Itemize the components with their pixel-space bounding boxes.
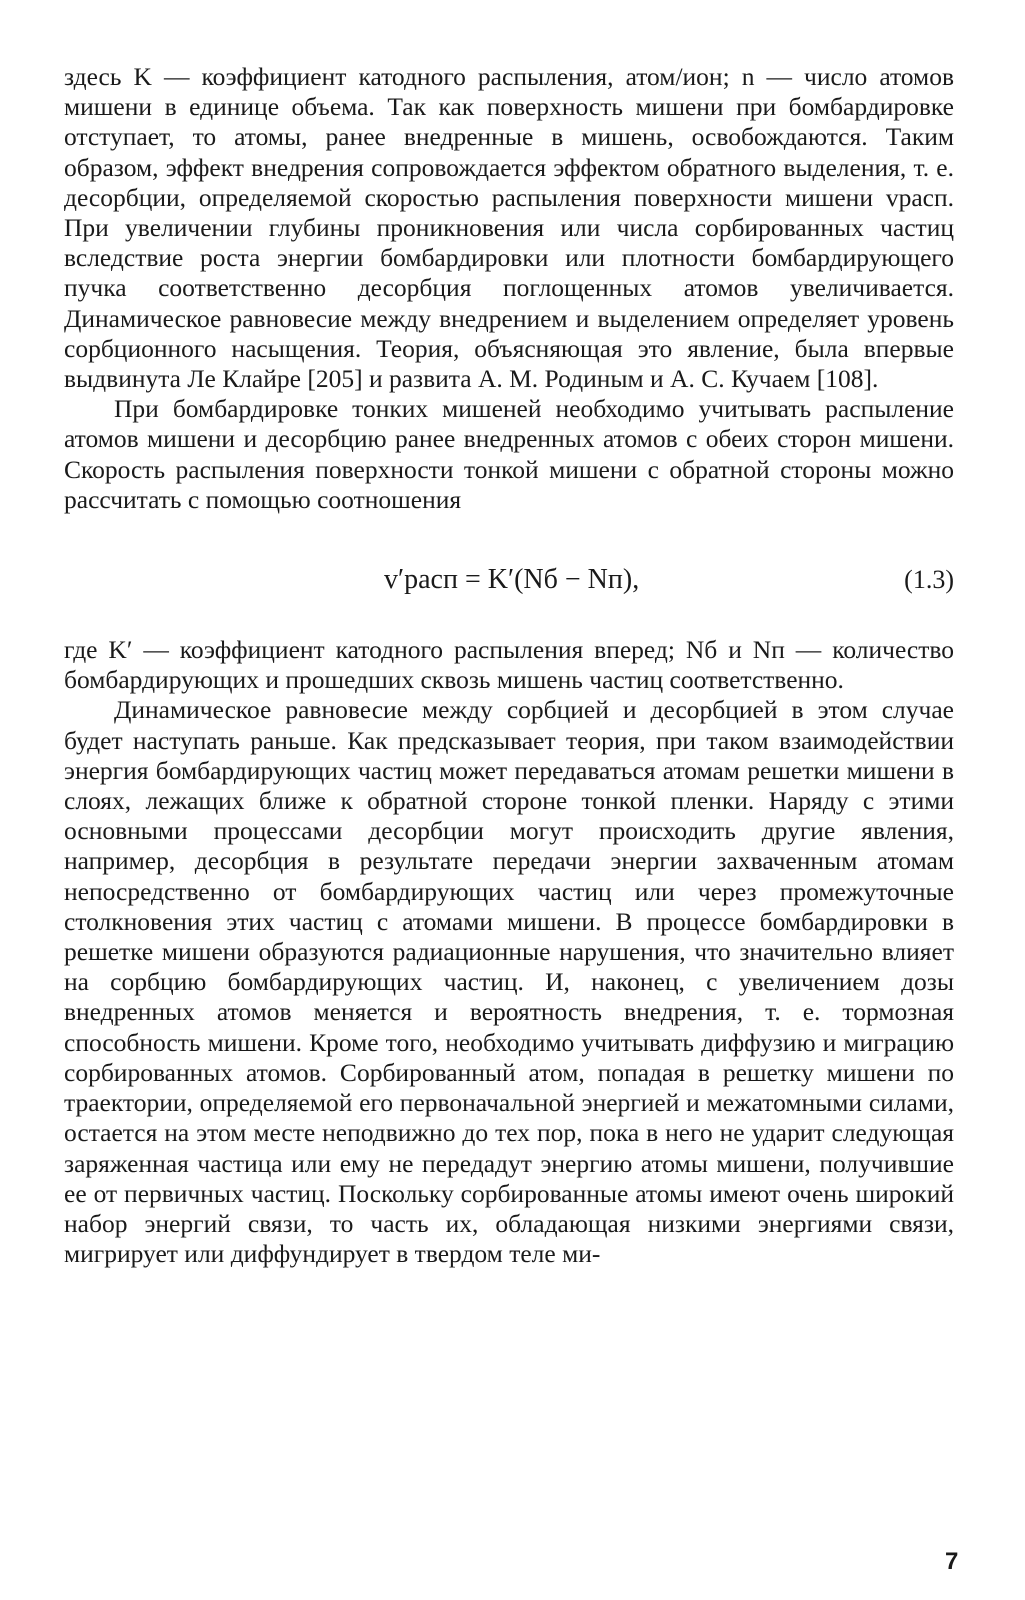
equation-number: (1.3) bbox=[904, 565, 954, 595]
paragraph-3: где K′ — коэффициент катодного распыления вперед; Nб и Nп — количество бомбардирующих и прошедших сквозь мишень частиц соответственно. bbox=[64, 635, 954, 695]
paragraph-2: При бомбардировке тонких мишеней необходимо учитывать распыление атомов мишени и десорбцию ранее внедренных атомов с обеих сторон мишени. Скорость распыления поверхности тонкой мишени с обратной стороны можно рассчитать с помощью соотношения bbox=[64, 394, 954, 514]
formula-row bbox=[64, 515, 954, 635]
page-number: 7 bbox=[945, 1548, 959, 1575]
page-body bbox=[64, 62, 954, 1269]
formula-1-3: v′расп = K′(Nб − Nп), bbox=[384, 564, 640, 596]
paragraph-1: здесь K — коэффициент катодного распыления, атом/ион; n — число атомов мишени в единице объема. Так как поверхность мишени при бомбардировке отступает, то атомы, ранее внедренные в мишень, освобождаются. Таким образом, эффект внедрения сопровождается эффектом обратного выделения, т. е. десорбции, определяемой скоростью распыления поверхности мишени vрасп. При увеличении глубины проникновения или числа сорбированных частиц вследствие роста энергии бомбардировки или плотности бомбардирующего пучка соответственно десорбция поглощенных атомов увеличивается. Динамическое равновесие между внедрением и выделением определяет уровень сорбционного насыщения. Теория, объясняющая это явление, была впервые выдвинута Ле Клайре [205] и развита А. М. Родиным и А. С. Кучаем [108]. bbox=[64, 62, 954, 394]
paragraph-4: Динамическое равновесие между сорбцией и десорбцией в этом случае будет наступать раньше. Как предсказывает теория, при таком взаимодействии энергия бомбардирующих частиц может передаваться атомам решетки мишени в слоях, лежащих ближе к обратной стороне тонкой пленки. Наряду с этими основными процессами десорбции могут происходить другие явления, например, десорбция в результате передачи энергии захваченным атомам непосредственно от бомбардирующих частиц или через промежуточные столкновения этих частиц с атомами мишени. В процессе бомбардировки в решетке мишени образуются радиационные нарушения, что значительно влияет на сорбцию бомбардирующих частиц. И, наконец, с увеличением дозы внедренных атомов меняется и вероятность внедрения, т. е. тормозная способность мишени. Кроме того, необходимо учитывать диффузию и миграцию сорбированных атомов. Сорбированный атом, попадая в решетку мишени по траектории, определяемой его первоначальной энергией и межатомными силами, остается на этом месте неподвижно до тех пор, пока в него не ударит следующая заряженная частица или ему не передадут энергию атомы мишени, получившие ее от первичных частиц. Поскольку сорбированные атомы имеют очень широкий набор энергий связи, то часть их, обладающая низкими энергиями связи, мигрирует или диффундирует в твердом теле ми- bbox=[64, 695, 954, 1269]
